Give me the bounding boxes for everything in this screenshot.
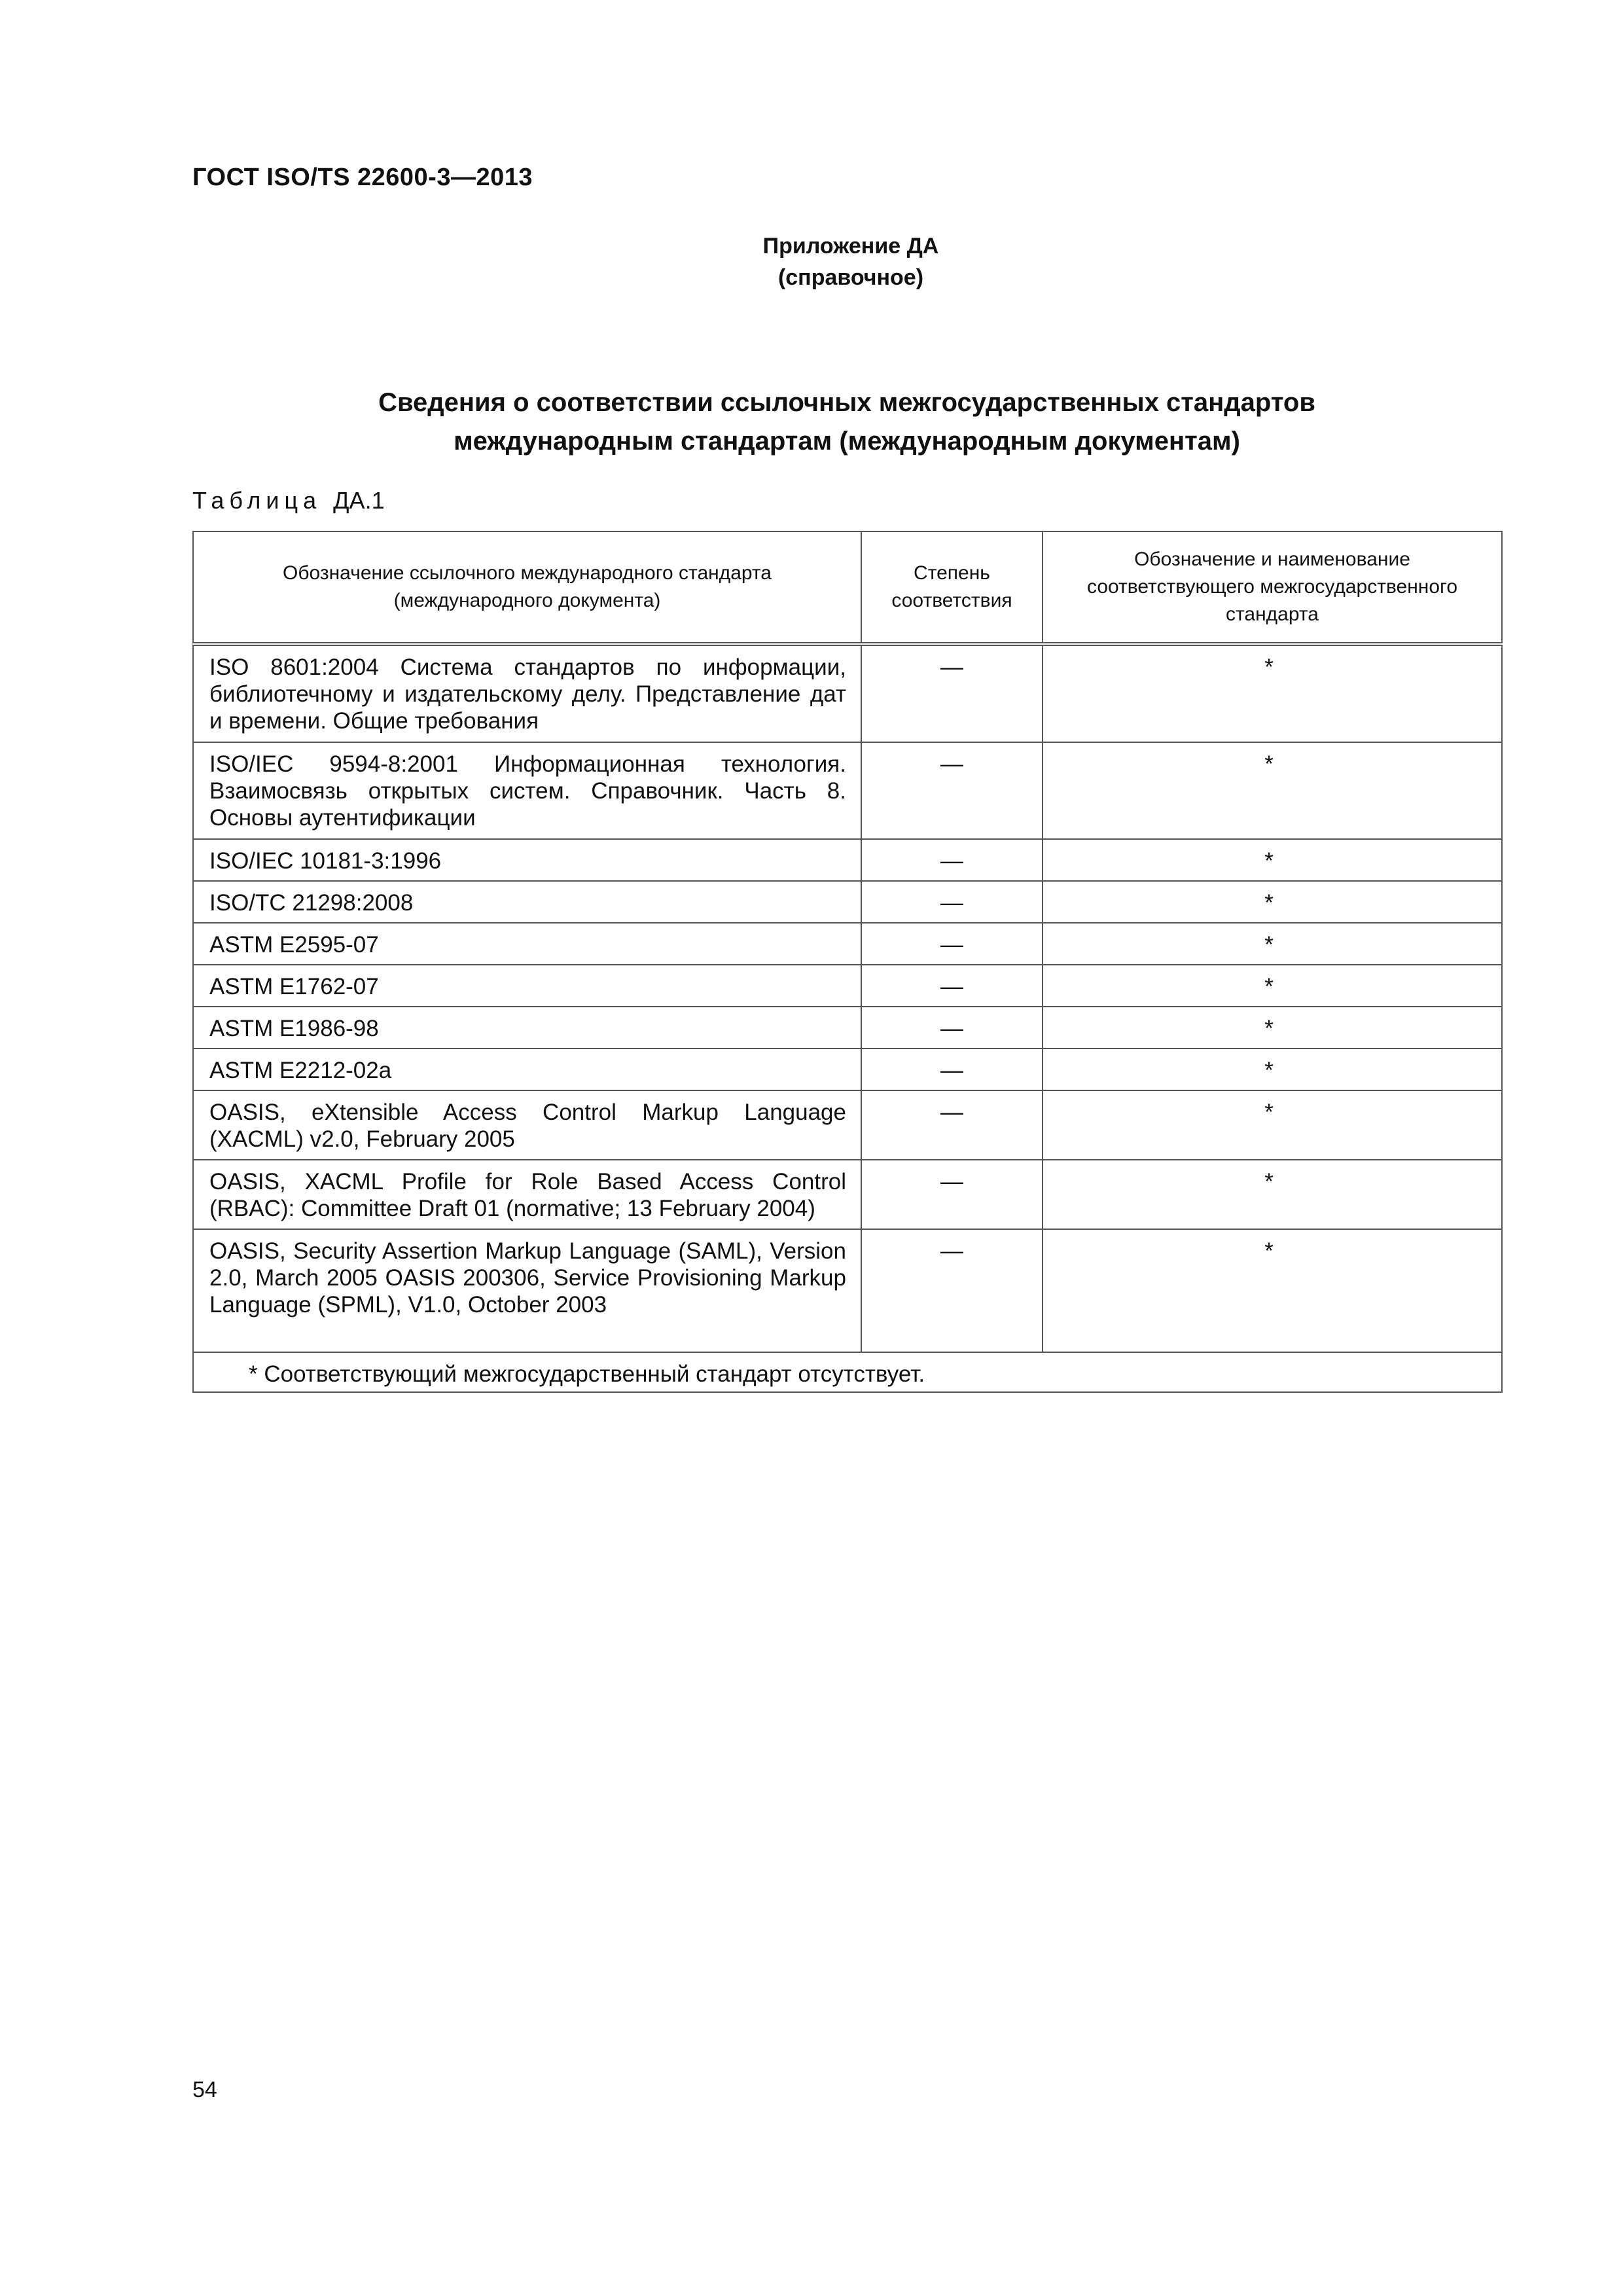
table-row — [193, 965, 1502, 1007]
cell-gost: * — [1043, 923, 1502, 965]
cell-standard: OASIS, XACML Profile for Role Based Access Control (RBAC): Committee Draft 01 (normative; 13 February 2004) — [193, 1160, 861, 1229]
table-row — [193, 742, 1502, 839]
cell-gost: * — [1043, 881, 1502, 923]
cell-degree: — — [861, 1160, 1043, 1229]
cell-degree: — — [861, 1090, 1043, 1160]
table-row — [193, 644, 1502, 742]
section-title-line-1: Сведения о соответствии ссылочных межгосударственных стандартов — [378, 388, 1315, 417]
cell-gost: * — [1043, 965, 1502, 1007]
section-title — [192, 384, 1501, 461]
appendix-type: (справочное) — [777, 265, 924, 290]
cell-degree: — — [861, 881, 1043, 923]
table-row — [193, 1229, 1502, 1352]
page-number: 54 — [192, 2077, 217, 2102]
cell-gost: * — [1043, 839, 1502, 881]
cell-standard: OASIS, eXtensible Access Control Markup Language (XACML) v2.0, February 2005 — [193, 1090, 861, 1160]
cell-standard: ASTM E2212-02a — [193, 1049, 861, 1090]
appendix-heading — [654, 230, 1047, 293]
cell-gost: * — [1043, 742, 1502, 839]
table-row — [193, 1160, 1502, 1229]
table-row — [193, 923, 1502, 965]
table-row — [193, 881, 1502, 923]
cell-degree: — — [861, 742, 1043, 839]
cell-degree: — — [861, 839, 1043, 881]
table-row — [193, 839, 1502, 881]
cell-standard: ISO/IEC 9594-8:2001 Информационная технология. Взаимосвязь открытых систем. Справочник. Часть 8. Основы аутентификации — [193, 742, 861, 839]
cell-gost: * — [1043, 1229, 1502, 1352]
cell-degree: — — [861, 1229, 1043, 1352]
cell-gost: * — [1043, 1049, 1502, 1090]
cell-standard: ASTM E1986-98 — [193, 1007, 861, 1049]
table-row — [193, 1090, 1502, 1160]
header-international-standard: Обозначение ссылочного международного стандарта (международного документа) — [193, 531, 861, 644]
document-code: ГОСТ ISO/TS 22600-3—2013 — [192, 164, 533, 191]
table-row — [193, 1007, 1502, 1049]
cell-standard: ASTM E1762-07 — [193, 965, 861, 1007]
table-label-prefix: Таблица — [192, 487, 322, 514]
table-label-number: ДА.1 — [333, 487, 385, 514]
cell-degree: — — [861, 1007, 1043, 1049]
section-title-line-2: международным стандартам (международным документам) — [454, 427, 1240, 456]
cell-standard: ISO/IEC 10181-3:1996 — [193, 839, 861, 881]
header-degree-of-correspondence: Степень соответствия — [861, 531, 1043, 644]
cell-gost: * — [1043, 1160, 1502, 1229]
cell-gost: * — [1043, 1090, 1502, 1160]
cell-degree: — — [861, 965, 1043, 1007]
cell-standard: ASTM E2595-07 — [193, 923, 861, 965]
header-interstate-standard: Обозначение и наименование соответствующего межгосударственного стандарта — [1043, 531, 1502, 644]
cell-degree: — — [861, 1049, 1043, 1090]
table-footnote-row — [193, 1352, 1502, 1392]
cell-standard: ISO/TC 21298:2008 — [193, 881, 861, 923]
cell-gost: * — [1043, 644, 1502, 742]
appendix-title: Приложение ДА — [762, 234, 939, 259]
cell-degree: — — [861, 923, 1043, 965]
table-row — [193, 1049, 1502, 1090]
cell-gost: * — [1043, 1007, 1502, 1049]
table-footnote: * Соответствующий межгосударственный стандарт отсутствует. — [193, 1352, 1502, 1392]
table-label — [192, 487, 385, 514]
cell-standard: ISO 8601:2004 Система стандартов по информации, библиотечному и издательскому делу. Представление дат и времени. Общие требования — [193, 644, 861, 742]
cell-standard: OASIS, Security Assertion Markup Language (SAML), Version 2.0, March 2005 OASIS 200306, Service Provisioning Markup Language (SPML), V1.0, October 2003 — [193, 1229, 861, 1352]
correspondence-table — [192, 531, 1503, 1393]
table-header-row — [193, 531, 1502, 644]
cell-degree: — — [861, 644, 1043, 742]
